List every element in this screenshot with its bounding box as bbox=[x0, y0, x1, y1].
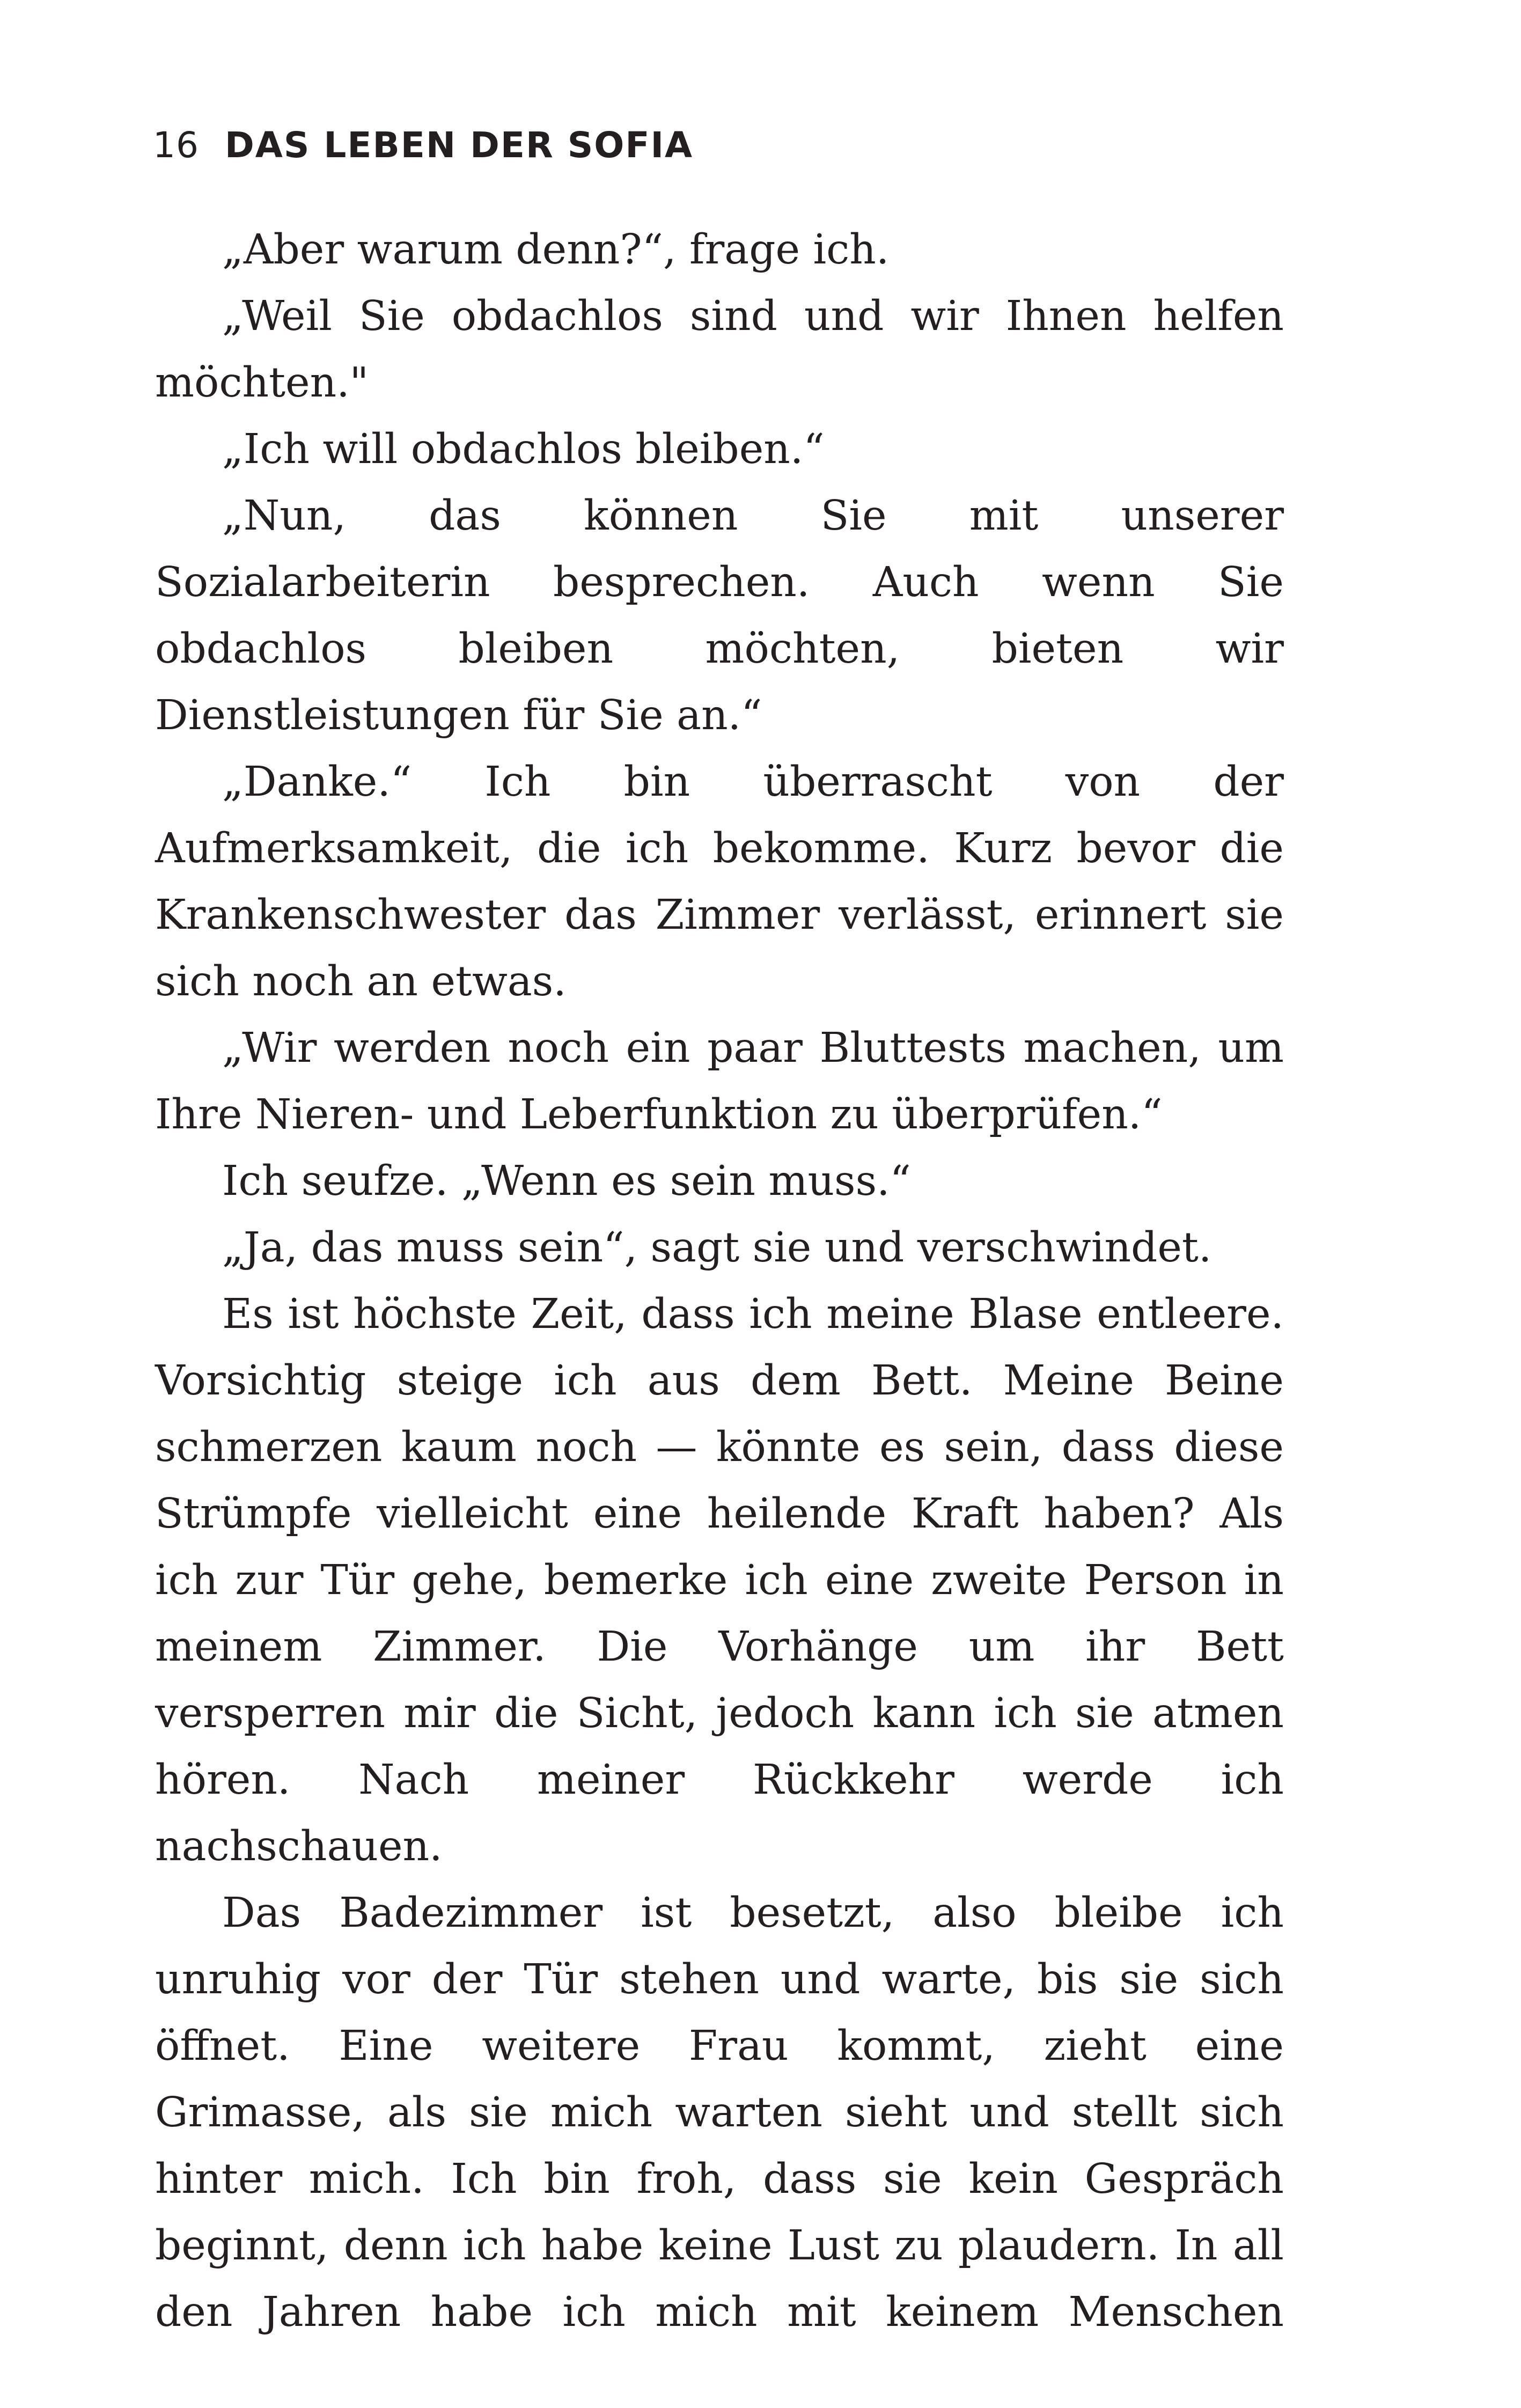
page-number: 16 bbox=[153, 124, 199, 166]
paragraph-5: „Danke.“ Ich bin überrascht von der Aufmerksamkeit, die ich bekomme. Kurz bevor die Krankenschwester das Zimmer verlässt, erinnert sie sich noch an etwas. bbox=[155, 758, 1284, 1005]
paragraph-1: „Aber warum denn?“, frage ich. bbox=[222, 226, 890, 274]
paragraph-6: „Wir werden noch ein paar Bluttests machen, um Ihre Nieren- und Leberfunktion zu überprüfen.“ bbox=[155, 1024, 1284, 1139]
body-text bbox=[155, 217, 1284, 2346]
paragraph-3: „Ich will obdachlos bleiben.“ bbox=[222, 425, 825, 473]
paragraph-8: „Ja, das muss sein“, sagt sie und verschwindet. bbox=[222, 1224, 1212, 1272]
running-head bbox=[153, 113, 693, 177]
paragraph-10: Das Badezimmer ist besetzt, also bleibe ich unruhig vor der Tür stehen und warte, bis sie sich öffnet. Eine weitere Frau kommt, zieht eine Grimasse, als sie mich warten sieht und stellt sich hinter mich. Ich bin froh, dass sie kein Gespräch beginnt, denn ich habe keine Lust zu plaudern. In all den Jahren habe ich mich mit keinem Menschen bbox=[155, 1889, 1284, 2336]
book-title: DAS LEBEN DER SOFIA bbox=[224, 124, 694, 166]
paragraph-2: „Weil Sie obdachlos sind und wir Ihnen helfen möchten." bbox=[155, 292, 1284, 407]
paragraph-9: Es ist höchste Zeit, dass ich meine Blase entleere. Vorsichtig steige ich aus dem Bett. Meine Beine schmerzen kaum noch — könnte es sein, dass diese Strümpfe vielleicht eine heilende Kraft haben? Als ich zur Tür gehe, bemerke ich eine zweite Person in meinem Zimmer. Die Vorhänge um ihr Bett versperren mir die Sicht, jedoch kann ich sie atmen hören. Nach meiner Rückkehr werde ich nachschauen. bbox=[155, 1290, 1284, 1870]
paragraph-7: Ich seufze. „Wenn es sein muss.“ bbox=[222, 1157, 911, 1205]
paragraph-4: „Nun, das können Sie mit unserer Sozialarbeiterin besprechen. Auch wenn Sie obdachlos bleiben möchten, bieten wir Dienstleistungen für Sie an.“ bbox=[155, 492, 1284, 739]
